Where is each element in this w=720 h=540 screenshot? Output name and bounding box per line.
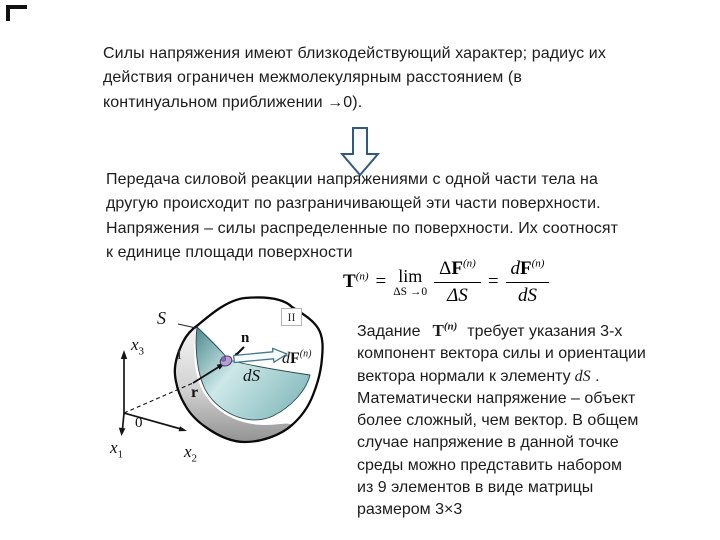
- label-axis-x1: $x_1$: [110, 438, 124, 461]
- paragraph-top-line: континуальном приближении →0).: [103, 93, 363, 111]
- paragraph-right-line: среды можно представить набором: [357, 456, 622, 474]
- formula-T-term: $T^{(n)}$: [343, 271, 369, 293]
- label-part-I: I: [177, 348, 182, 363]
- label-normal-n: n: [241, 330, 250, 346]
- paragraph-right-line: размером 3×3: [357, 501, 463, 519]
- paragraph-right-line: вектора нормали к элементу dS .: [357, 367, 600, 385]
- stress-limit-formula: [343, 258, 549, 307]
- S-pointer-line: [178, 324, 196, 328]
- formula-fraction-delta: $\frac{\Delta F^{(n)}}{\Delta S}$: [434, 258, 481, 307]
- x2-arrowhead: [179, 426, 187, 431]
- label-r-vector: r: [191, 384, 199, 401]
- x2-axis: [124, 413, 181, 429]
- paragraph-top-line: Силы напряжения имеют близкодействующий характер; радиус их: [103, 45, 606, 62]
- paragraph-middle: [106, 168, 618, 266]
- paragraph-right-line: Математически напряжение – объект: [357, 389, 636, 407]
- inline-T-symbol: $T^{(n)}$: [432, 320, 458, 340]
- x1-axis: [123, 413, 125, 429]
- formula-limit: lim ΔS →0: [393, 265, 428, 298]
- paragraph-right-line: из 9 элементов в виде матрицы: [357, 479, 594, 497]
- paragraph-right-line: более сложный, чем вектор. В общем: [357, 412, 639, 430]
- formula-equals: =: [487, 271, 499, 293]
- paragraph-middle-line: Передача силовой реакции напряжениями с одной части тела на: [106, 171, 598, 188]
- dS-element-dot: [221, 357, 225, 361]
- paragraph-right-line: Задание $T^{(n)}$ требует указания 3-х: [357, 320, 623, 340]
- label-surface-S: S: [157, 308, 166, 328]
- label-axis-x2: $x_2$: [184, 442, 198, 465]
- label-origin: 0: [135, 415, 143, 431]
- paragraph-middle-line: Напряжения – силы распределенные по поверхности. Их соотносят: [106, 219, 619, 237]
- formula-fraction-differential: $\frac{dF^{(n)}}{dS}$: [506, 258, 550, 307]
- paragraph-right-line: компонент вектора силы и ориентации: [357, 345, 646, 363]
- label-dS-area: dS: [243, 366, 260, 385]
- x3-arrowhead: [121, 350, 127, 359]
- paragraph-right: [357, 320, 646, 522]
- inline-dS-symbol: dS: [574, 367, 591, 385]
- x1-arrowhead: [119, 428, 126, 436]
- paragraph-middle-line: другую происходит по разграничивающей эти части поверхности.: [106, 195, 601, 213]
- label-dF-vector: $dF^{(n)}$: [282, 348, 312, 367]
- label-axis-x3: $x_3$: [131, 335, 145, 358]
- paragraph-middle-line: к единице площади поверхности: [106, 244, 353, 262]
- label-part-II: II: [281, 308, 302, 326]
- paragraph-top: [103, 42, 606, 115]
- paragraph-top-line: действия ограничен межмолекулярным расстоянием (в: [103, 69, 522, 87]
- formula-equals: =: [375, 271, 387, 293]
- frame-corner-mark: [6, 5, 27, 21]
- paragraph-right-line: случае напряжение в данной точке: [357, 434, 619, 452]
